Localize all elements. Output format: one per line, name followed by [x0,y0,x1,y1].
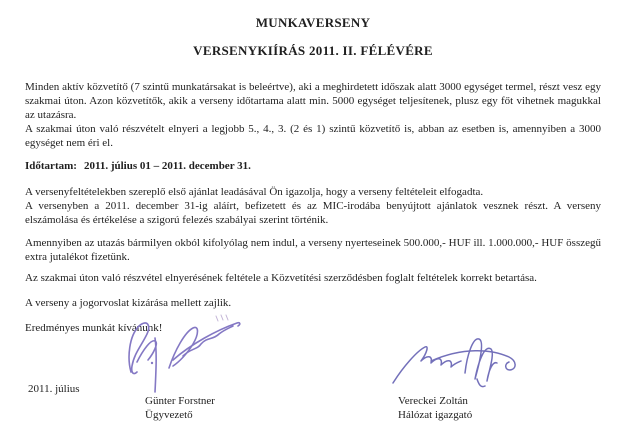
signer-left-title: Ügyvezető [145,409,193,421]
signature-left-ticks [216,315,228,321]
duration-line [25,159,601,173]
bonus-text: Amennyiben az utazás bármilyen okból kifolyólag nem indul, a verseny nyerteseinek 500.000,- HUF ill. 1.000.000,- HUF összegű extra jutalékot fizetünk. [25,237,601,263]
conduct-text: Az szakmai úton való részvétel elnyerésének feltétele a Közvetítési szerződésben foglalt feltételek korrekt betartása. [25,272,537,284]
signature-guenter-forstner [121,310,246,394]
signature-vereckei-zoltan [387,331,527,391]
duration-value: 2011. július 01 – 2011. december 31. [83,160,251,172]
legal-text: A verseny a jogorvoslat kizárása mellett zajlik. [25,297,232,309]
signer-block-right [398,394,472,422]
document-title: MUNKAVERSENY [255,15,371,30]
eligibility-line-1: Minden aktív közvetítő (7 szintű munkatársakat is beleértve), aki a meghirdetett időszak alatt 3000 egységet termel, részt vesz egy szakmai úton. Azon közvetítők, akik a verseny időtartama alatt min. 5000 egységet teljesítenek, plusz egy főt vihetnek magukkal az utazásra. [25,81,601,121]
signature-left-strokes [129,323,240,392]
document-subtitle: VERSENYKIÍRÁS 2011. II. FÉLÉVÉRE [193,43,433,58]
acceptance-line-1: A versenyfeltételekben szereplő első ajánlat leadásával Ön igazolja, hogy a verseny feltételeit elfogadta. [25,186,484,198]
signer-block-left [145,394,215,422]
acceptance-line-2: A versenyben a 2011. december 31-ig aláírt, befizetett és az MIC-irodába benyújtott ajánlatok vesznek részt. A verseny elszámolása és értékelése a szigorú felezés szabályai szerint történik. [25,200,601,226]
paragraph-eligibility [25,80,601,150]
signature-right-strokes [393,339,515,387]
signer-right-name: Vereckei Zoltán [398,395,468,407]
closing-text: Eredményes munkát kívánunk! [25,322,163,334]
paragraph-bonus [25,236,601,264]
eligibility-line-2: A szakmai úton való részvételt elnyeri a legjobb 5., 4., 3. (2 és 1) szintű közvetítő is, abban az esetben is, amennyiben a 3000 egységet nem éri el. [25,123,601,149]
document-content [25,10,601,335]
paragraph-conduct [25,271,601,285]
document-date: 2011. július [28,383,80,395]
paragraph-legal [25,296,601,310]
paragraph-acceptance [25,185,601,227]
signer-right-title: Hálózat igazgató [398,409,473,421]
signer-left-name: Günter Forstner [145,395,215,407]
duration-label: Időtartam: [25,160,77,172]
